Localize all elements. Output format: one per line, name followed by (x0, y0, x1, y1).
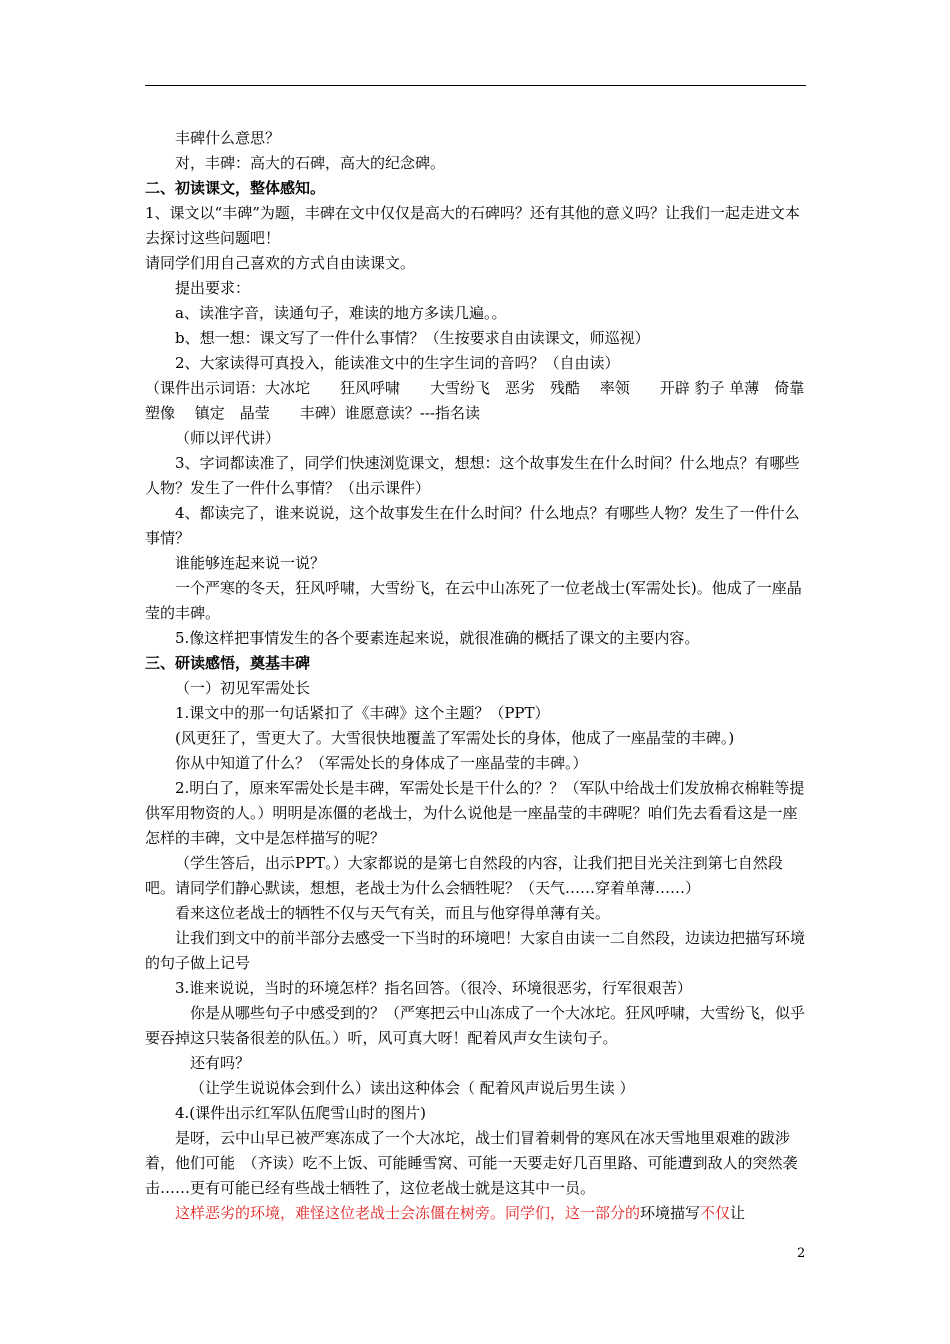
paragraph: 请同学们用自己喜欢的方式自由读课文。 (145, 254, 416, 272)
document-body (145, 126, 820, 1226)
paragraph: 5.像这样把事情发生的各个要素连起来说，就很准确的概括了课文的主要内容。 (175, 629, 700, 647)
paragraph-emphasis (145, 1201, 807, 1226)
plain-text: 环境描写 (640, 1204, 701, 1222)
paragraph: 2、大家读得可真投入，能读准文中的生字生词的音吗？（自由读） (175, 354, 620, 372)
emphasis-text: 不仅 (700, 1204, 731, 1222)
paragraph: 提出要求： (175, 279, 251, 297)
paragraph: 还有吗？ (190, 1054, 251, 1072)
paragraph: （让学生说说体会到什么）读出这种体会（ 配着风声说后男生读 ） (190, 1079, 635, 1097)
paragraph: 3.谁来说说，当时的环境怎样？指名回答。（很冷、环境很恶劣，行军很艰苦） (175, 979, 692, 997)
paragraph: b、想一想：课文写了一件什么事情？（生按要求自由读课文，师巡视） (175, 329, 650, 347)
paragraph: 看来这位老战士的牺牲不仅与天气有关，而且与他穿得单薄有关。 (175, 904, 611, 922)
paragraph: 4.(课件出示红军队伍爬雪山时的图片) (175, 1104, 427, 1122)
paragraph: 丰碑什么意思？ (175, 129, 281, 147)
vocabulary-list: （课件出示词语：大冰坨 狂风呼啸 大雪纷飞 恶劣 残酷 率领 开辟 豹子 单薄 倚靠 塑像 镇定 晶莹 丰碑）谁愿意读？---指名读 (145, 379, 820, 422)
section-heading: 三、研读感悟，奠基丰碑 (145, 654, 311, 672)
paragraph: (风更狂了，雪更大了。大雪很快地覆盖了军需处长的身体，他成了一座晶莹的丰碑。) (175, 729, 735, 747)
section-heading: 二、初读课文，整体感知。 (145, 179, 326, 197)
paragraph: 一个严寒的冬天，狂风呼啸，大雪纷飞，在云中山冻死了一位老战士(军需处长)。他成了一座晶莹的丰碑。 (145, 579, 802, 622)
paragraph: a、读准字音，读通句子，难读的地方多读几遍。。 (175, 304, 507, 322)
paragraph: （学生答后，出示PPT。）大家都说的是第七自然段的内容，让我们把目光关注到第七自然段吧。请同学们静心默读，想想，老战士为什么会牺牲呢？（天气……穿着单薄……） (145, 854, 783, 897)
paragraph: （师以评代讲） (175, 429, 281, 447)
paragraph: 让我们到文中的前半部分去感受一下当时的环境吧！大家自由读一二自然段，边读边把描写环境的句子做上记号 (145, 929, 806, 972)
paragraph: 1.课文中的那一句话紧扣了《丰碑》这个主题？（PPT） (175, 704, 550, 722)
paragraph: 你是从哪些句子中感受到的？（严寒把云中山冻成了一个大冰坨。狂风呼啸，大雪纷飞，似乎要吞掉这只装备很差的队伍。）听，风可真大呀！配着风声女生读句子。 (145, 1004, 806, 1047)
plain-text: 让 (730, 1204, 746, 1222)
paragraph: 对，丰碑：高大的石碑，高大的纪念碑。 (175, 154, 446, 172)
emphasis-text: 这样恶劣的环境，难怪这位老战士会冻僵在树旁。同学们，这一部分的 (175, 1204, 641, 1222)
paragraph: 1、课文以“丰碑”为题，丰碑在文中仅仅是高大的石碑吗？还有其他的意义吗？让我们一起走进文本去探讨这些问题吧！ (145, 204, 800, 247)
paragraph: 谁能够连起来说一说？ (175, 554, 326, 572)
paragraph: 4、都读完了，谁来说说，这个故事发生在什么时间？什么地点？有哪些人物？发生了一件什么事情？ (145, 504, 800, 547)
page-number: 2 (797, 1246, 806, 1261)
header-rule (145, 85, 806, 86)
paragraph: 是呀，云中山早已被严寒冻成了一个大冰坨，战士们冒着刺骨的寒风在冰天雪地里艰难的跋涉着，他们可能 （齐读）吃不上饭、可能睡雪窝、可能一天要走好几百里路、可能遭到敌人的突然袭击……更有可能已经有些战士牺牲了，这位老战士就是这其中一员。 (145, 1129, 798, 1197)
subsection-heading: （一）初见军需处长 (175, 679, 311, 697)
paragraph: 2.明白了，原来军需处长是丰碑，军需处长是干什么的？？（军队中给战士们发放棉衣棉鞋等提供军用物资的人。）明明是冻僵的老战士，为什么说他是一座晶莹的丰碑呢？咱们先去看看这是一座怎样的丰碑，文中是怎样描写的呢？ (145, 779, 805, 847)
paragraph: 你从中知道了什么？（军需处长的身体成了一座晶莹的丰碑。） (175, 754, 588, 772)
paragraph: 3、字词都读准了，同学们快速浏览课文，想想：这个故事发生在什么时间？什么地点？有哪些人物？发生了一件什么事情？（出示课件） (145, 454, 800, 497)
